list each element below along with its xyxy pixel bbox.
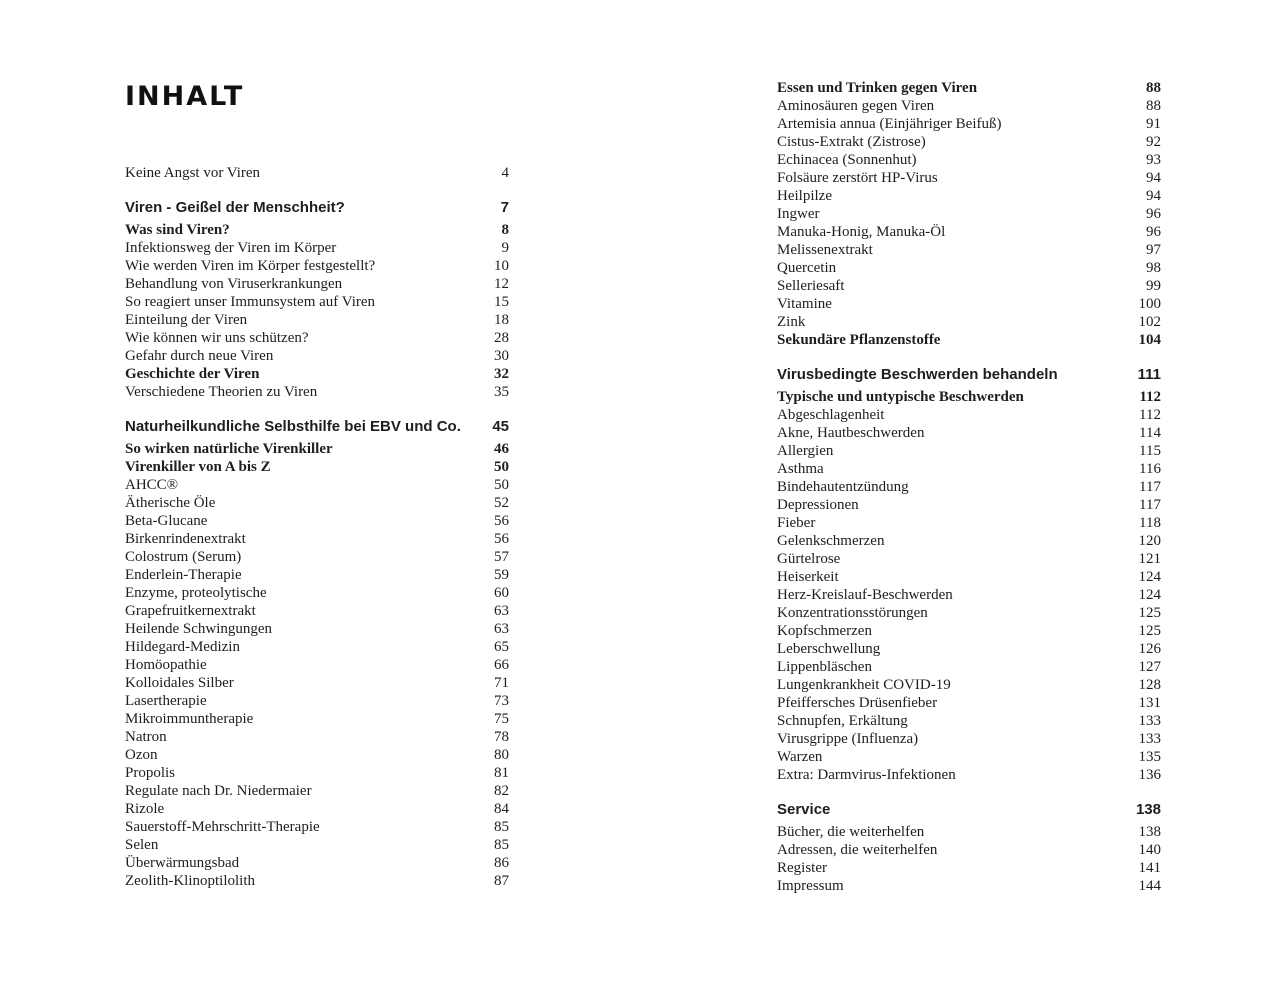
- toc-entry-title: Bindehautentzündung: [777, 479, 909, 495]
- toc-entry[interactable]: [777, 658, 1161, 676]
- toc-entry-title: Überwärmungsbad: [125, 855, 240, 871]
- toc-entry-title: Warzen: [777, 749, 823, 765]
- toc-entry[interactable]: [777, 586, 1161, 604]
- toc-entry-title: Natron: [125, 729, 167, 745]
- toc-entry[interactable]: [777, 622, 1161, 640]
- toc-subheading[interactable]: [125, 221, 509, 239]
- toc-entry-page: 133: [1138, 731, 1161, 747]
- toc-entry-page: 78: [494, 729, 509, 745]
- toc-entry-title: Heilende Schwingungen: [125, 621, 273, 637]
- toc-entry-title: Geschichte der Viren: [125, 366, 260, 382]
- toc-entry-page: 63: [494, 621, 509, 637]
- toc-subheading[interactable]: [777, 331, 1161, 349]
- toc-entry-title: Artemisia annua (Einjähriger Beifuß): [777, 116, 1002, 132]
- toc-entry[interactable]: [125, 383, 509, 401]
- toc-entry[interactable]: [125, 782, 509, 800]
- toc-entry-page: 65: [494, 639, 509, 655]
- toc-entry[interactable]: [777, 424, 1161, 442]
- toc-entry-page: 112: [1139, 407, 1161, 423]
- toc-entry-title: Virenkiller von A bis Z: [125, 459, 271, 475]
- toc-entry-page: 96: [1146, 206, 1161, 222]
- toc-entry-page: 131: [1138, 695, 1161, 711]
- toc-entry[interactable]: [777, 313, 1161, 331]
- toc-entry-page: 71: [494, 675, 509, 691]
- toc-entry[interactable]: [125, 584, 509, 602]
- toc-entry-page: 56: [494, 531, 509, 547]
- toc-entry[interactable]: [125, 674, 509, 692]
- toc-entry-page: 46: [494, 441, 509, 457]
- toc-entry-title: Keine Angst vor Viren: [125, 165, 261, 181]
- toc-entry-title: Impressum: [777, 878, 844, 894]
- toc-entry[interactable]: [125, 566, 509, 584]
- toc-entry-title: Vitamine: [777, 296, 832, 312]
- toc-entry[interactable]: [125, 512, 509, 530]
- toc-subheading[interactable]: [777, 388, 1161, 406]
- toc-entry-title: Colostrum (Serum): [125, 549, 242, 565]
- chapter-heading-page: 111: [1137, 366, 1161, 383]
- toc-entry-title: Wie können wir uns schützen?: [125, 330, 309, 346]
- toc-entry-title: Depressionen: [777, 497, 859, 513]
- toc-entry-page: 140: [1138, 842, 1161, 858]
- toc-entry[interactable]: [777, 859, 1161, 877]
- toc-entry-page: 114: [1139, 425, 1161, 441]
- toc-entry-page: 12: [494, 276, 509, 292]
- toc-entry-title: Regulate nach Dr. Niedermaier: [125, 783, 312, 799]
- toc-entry-page: 100: [1138, 296, 1161, 312]
- toc-entry-title: Selleriesaft: [777, 278, 845, 294]
- toc-entry-title: Behandlung von Viruserkrankungen: [125, 276, 343, 292]
- toc-entry-page: 94: [1146, 170, 1161, 186]
- toc-entry[interactable]: [125, 656, 509, 674]
- toc-entry-page: 128: [1138, 677, 1161, 693]
- toc-entry-page: 124: [1138, 569, 1161, 585]
- toc-entry-page: 104: [1138, 332, 1161, 348]
- toc-subheading[interactable]: [777, 79, 1161, 97]
- toc-entry[interactable]: [777, 97, 1161, 115]
- toc-entry-title: Rizole: [125, 801, 165, 817]
- toc-entry-page: 120: [1138, 533, 1161, 549]
- chapter-heading-title: Viren - Geißel der Menschheit?: [125, 199, 345, 216]
- toc-entry[interactable]: [777, 604, 1161, 622]
- toc-entry-title: Allergien: [777, 443, 834, 459]
- toc-entry-page: 144: [1138, 878, 1161, 894]
- chapter-heading-page: 7: [500, 199, 509, 216]
- toc-entry[interactable]: [777, 640, 1161, 658]
- toc-entry-title: Homöopathie: [125, 657, 207, 673]
- toc-entry-page: 97: [1146, 242, 1161, 258]
- toc-entry-page: 115: [1139, 443, 1161, 459]
- toc-entry-title: Kolloidales Silber: [125, 675, 234, 691]
- toc-entry-title: So reagiert unser Immunsystem auf Viren: [125, 294, 376, 310]
- toc-entry-page: 121: [1138, 551, 1161, 567]
- toc-entry-title: Sauerstoff-Mehrschritt-Therapie: [125, 819, 320, 835]
- chapter-heading[interactable]: [777, 799, 1161, 821]
- toc-entry-title: Akne, Hautbeschwerden: [777, 425, 925, 441]
- toc-entry-page: 124: [1138, 587, 1161, 603]
- toc-entry-page: 87: [494, 873, 509, 889]
- toc-entry[interactable]: [125, 164, 509, 182]
- toc-entry-title: Folsäure zerstört HP-Virus: [777, 170, 938, 186]
- toc-entry-page: 9: [501, 240, 509, 256]
- toc-entry[interactable]: [125, 548, 509, 566]
- toc-entry-title: Bücher, die weiterhelfen: [777, 824, 925, 840]
- toc-entry-page: 84: [494, 801, 509, 817]
- toc-entry-page: 4: [501, 165, 509, 181]
- toc-entry-page: 91: [1146, 116, 1161, 132]
- toc-entry-page: 92: [1146, 134, 1161, 150]
- toc-entry-page: 112: [1139, 389, 1161, 405]
- toc-entry-page: 96: [1146, 224, 1161, 240]
- toc-entry[interactable]: [777, 187, 1161, 205]
- toc-entry-page: 138: [1138, 824, 1161, 840]
- toc-entry-title: Aminosäuren gegen Viren: [777, 98, 935, 114]
- toc-entry-title: Pfeiffersches Drüsenfieber: [777, 695, 938, 711]
- toc-entry-title: Sekundäre Pflanzenstoffe: [777, 332, 941, 348]
- toc-entry-title: AHCC®: [125, 477, 179, 493]
- toc-subheading[interactable]: [125, 440, 509, 458]
- toc-column-left: [125, 164, 509, 890]
- toc-entry-title: Register: [777, 860, 827, 876]
- toc-entry-page: 82: [494, 783, 509, 799]
- toc-entry[interactable]: [777, 223, 1161, 241]
- section-list: [777, 79, 1161, 349]
- toc-entry[interactable]: [777, 478, 1161, 496]
- toc-entry-page: 81: [494, 765, 509, 781]
- toc-entry[interactable]: [777, 823, 1161, 841]
- chapter-heading[interactable]: [777, 364, 1161, 386]
- toc-entry[interactable]: [777, 550, 1161, 568]
- toc-entry[interactable]: [777, 133, 1161, 151]
- toc-entry-title: Ozon: [125, 747, 158, 763]
- toc-entry-title: Heilpilze: [777, 188, 832, 204]
- toc-entry[interactable]: [777, 766, 1161, 784]
- toc-entry-title: Lungenkrankheit COVID-19: [777, 677, 951, 693]
- toc-entry-page: 133: [1138, 713, 1161, 729]
- toc-entry-page: 10: [494, 258, 509, 274]
- toc-entry[interactable]: [125, 239, 509, 257]
- toc-entry-title: Enzyme, proteolytische: [125, 585, 267, 601]
- toc-entry-page: 60: [494, 585, 509, 601]
- toc-entry[interactable]: [125, 293, 509, 311]
- toc-entry[interactable]: [777, 877, 1161, 895]
- toc-entry-page: 8: [501, 222, 509, 238]
- toc-entry-page: 102: [1138, 314, 1161, 330]
- toc-entry-page: 88: [1146, 98, 1161, 114]
- toc-entry-title: Echinacea (Sonnenhut): [777, 152, 917, 168]
- toc-entry-title: Essen und Trinken gegen Viren: [777, 80, 978, 96]
- toc-entry-title: Herz-Kreislauf-Beschwerden: [777, 587, 953, 603]
- toc-entry[interactable]: [777, 460, 1161, 478]
- toc-entry-page: 85: [494, 837, 509, 853]
- toc-entry[interactable]: [777, 514, 1161, 532]
- toc-entry-title: Was sind Viren?: [125, 222, 230, 238]
- toc-entry-title: Zeolith-Klinoptilolith: [125, 873, 255, 889]
- toc-entry[interactable]: [125, 257, 509, 275]
- toc-entry-page: 75: [494, 711, 509, 727]
- toc-entry-page: 98: [1146, 260, 1161, 276]
- toc-entry[interactable]: [777, 730, 1161, 748]
- toc-entry-page: 117: [1139, 479, 1161, 495]
- toc-entry-title: Enderlein-Therapie: [125, 567, 242, 583]
- toc-entry[interactable]: [777, 568, 1161, 586]
- toc-entry-title: Gürtelrose: [777, 551, 841, 567]
- toc-entry[interactable]: [777, 277, 1161, 295]
- toc-entry[interactable]: [125, 818, 509, 836]
- toc-entry-page: 117: [1139, 497, 1161, 513]
- toc-entry[interactable]: [777, 442, 1161, 460]
- chapter-heading-page: 138: [1135, 801, 1161, 818]
- toc-entry[interactable]: [125, 836, 509, 854]
- toc-entry-title: Ätherische Öle: [125, 495, 216, 511]
- toc-entry[interactable]: [777, 496, 1161, 514]
- toc-entry-title: Birkenrindenextrakt: [125, 531, 246, 547]
- toc-entry-title: Typische und untypische Beschwerden: [777, 389, 1024, 405]
- toc-entry-page: 125: [1138, 623, 1161, 639]
- toc-entry-page: 86: [494, 855, 509, 871]
- toc-entry[interactable]: [125, 800, 509, 818]
- toc-entry-title: Heiserkeit: [777, 569, 839, 585]
- toc-entry[interactable]: [125, 638, 509, 656]
- toc-entry-page: 118: [1139, 515, 1161, 531]
- toc-entry-page: 18: [494, 312, 509, 328]
- toc-entry-title: Konzentrationsstörungen: [777, 605, 928, 621]
- toc-entry[interactable]: [125, 476, 509, 494]
- toc-entry-title: Fieber: [777, 515, 816, 531]
- toc-entry-page: 56: [494, 513, 509, 529]
- toc-entry[interactable]: [125, 692, 509, 710]
- toc-entry-page: 93: [1146, 152, 1161, 168]
- toc-entry[interactable]: [777, 676, 1161, 694]
- toc-entry-page: 52: [494, 495, 509, 511]
- toc-entry[interactable]: [125, 494, 509, 512]
- toc-entry[interactable]: [777, 532, 1161, 550]
- toc-entry-page: 28: [494, 330, 509, 346]
- toc-entry-page: 57: [494, 549, 509, 565]
- chapter-heading-title: Virusbedingte Beschwerden behandeln: [777, 366, 1058, 383]
- chapter-heading[interactable]: [125, 197, 509, 219]
- toc-entry-title: Gelenkschmerzen: [777, 533, 885, 549]
- toc-entry-page: 127: [1138, 659, 1161, 675]
- toc-entry[interactable]: [777, 712, 1161, 730]
- section-list: [777, 823, 1161, 895]
- toc-entry-title: Mikroimmuntherapie: [125, 711, 254, 727]
- toc-entry-page: 85: [494, 819, 509, 835]
- toc-entry[interactable]: [777, 115, 1161, 133]
- toc-entry-title: Infektionsweg der Viren im Körper: [125, 240, 337, 256]
- toc-entry[interactable]: [125, 620, 509, 638]
- toc-entry[interactable]: [125, 329, 509, 347]
- toc-entry[interactable]: [777, 748, 1161, 766]
- toc-entry[interactable]: [777, 406, 1161, 424]
- toc-entry-title: Schnupfen, Erkältung: [777, 713, 908, 729]
- toc-entry[interactable]: [125, 728, 509, 746]
- toc-entry-page: 80: [494, 747, 509, 763]
- toc-entry-page: 126: [1138, 641, 1161, 657]
- toc-entry[interactable]: [125, 710, 509, 728]
- toc-entry-title: Cistus-Extrakt (Zistrose): [777, 134, 926, 150]
- toc-entry-page: 32: [494, 366, 509, 382]
- toc-entry-title: Adressen, die weiterhelfen: [777, 842, 938, 858]
- toc-entry-title: Lasertherapie: [125, 693, 207, 709]
- toc-entry-title: Abgeschlagenheit: [777, 407, 885, 423]
- toc-entry[interactable]: [125, 764, 509, 782]
- toc-entry-page: 99: [1146, 278, 1161, 294]
- toc-entry-title: Wie werden Viren im Körper festgestellt?: [125, 258, 376, 274]
- section-list: [125, 221, 509, 401]
- toc-entry-page: 15: [494, 294, 509, 310]
- toc-entry[interactable]: [125, 872, 509, 890]
- toc-entry[interactable]: [777, 295, 1161, 313]
- toc-entry-title: Beta-Glucane: [125, 513, 208, 529]
- toc-entry-page: 141: [1138, 860, 1161, 876]
- toc-entry-title: Zink: [777, 314, 806, 330]
- toc-entry[interactable]: [125, 530, 509, 548]
- toc-subheading[interactable]: [125, 458, 509, 476]
- toc-entry-title: Gefahr durch neue Viren: [125, 348, 274, 364]
- toc-entry-page: 116: [1139, 461, 1161, 477]
- chapter-heading-title: Naturheilkundliche Selbsthilfe bei EBV und Co.: [125, 418, 461, 435]
- chapter-heading-page: 45: [492, 418, 509, 435]
- toc-entry[interactable]: [777, 205, 1161, 223]
- toc-entry-page: 30: [494, 348, 509, 364]
- chapter-heading-title: Service: [777, 801, 831, 818]
- toc-entry-page: 59: [494, 567, 509, 583]
- toc-entry-page: 136: [1138, 767, 1161, 783]
- toc-entry-page: 50: [494, 477, 509, 493]
- toc-entry-title: Selen: [125, 837, 159, 853]
- toc-entry-title: Kopfschmerzen: [777, 623, 872, 639]
- toc-entry-title: Leberschwellung: [777, 641, 881, 657]
- toc-entry-title: Lippenbläschen: [777, 659, 872, 675]
- toc-entry[interactable]: [777, 169, 1161, 187]
- toc-entry[interactable]: [125, 746, 509, 764]
- toc-entry-page: 135: [1138, 749, 1161, 765]
- toc-entry-page: 73: [494, 693, 509, 709]
- toc-entry-title: Hildegard-Medizin: [125, 639, 240, 655]
- toc-entry-title: Manuka-Honig, Manuka-Öl: [777, 224, 946, 240]
- toc-entry[interactable]: [777, 694, 1161, 712]
- toc-entry-page: 94: [1146, 188, 1161, 204]
- toc-entry[interactable]: [125, 347, 509, 365]
- toc-entry-title: Verschiedene Theorien zu Viren: [125, 384, 318, 400]
- toc-entry-title: Asthma: [777, 461, 824, 477]
- toc-entry-title: Extra: Darmvirus-Infektionen: [777, 767, 956, 783]
- toc-entry[interactable]: [777, 259, 1161, 277]
- toc-entry-page: 66: [494, 657, 509, 673]
- toc-entry-title: Propolis: [125, 765, 176, 781]
- toc-entry-title: Ingwer: [777, 206, 820, 222]
- toc-entry-page: 50: [494, 459, 509, 475]
- toc-entry[interactable]: [125, 311, 509, 329]
- toc-entry[interactable]: [777, 841, 1161, 859]
- toc-entry-title: So wirken natürliche Virenkiller: [125, 441, 333, 457]
- toc-entry[interactable]: [777, 151, 1161, 169]
- toc-entry-page: 63: [494, 603, 509, 619]
- chapter-heading[interactable]: [125, 416, 509, 438]
- toc-column-right: [777, 79, 1161, 895]
- toc-entry-title: Melissenextrakt: [777, 242, 873, 258]
- section-list: [125, 440, 509, 890]
- toc-entry-title: Virusgrippe (Influenza): [777, 731, 919, 747]
- toc-entry[interactable]: [125, 854, 509, 872]
- page-title: INHALT: [125, 81, 245, 112]
- toc-entry-title: Einteilung der Viren: [125, 312, 248, 328]
- toc-entry-title: Quercetin: [777, 260, 837, 276]
- toc-subheading[interactable]: [125, 365, 509, 383]
- toc-entry[interactable]: [777, 241, 1161, 259]
- toc-entry-page: 125: [1138, 605, 1161, 621]
- toc-entry[interactable]: [125, 275, 509, 293]
- toc-entry-title: Grapefruitkernextrakt: [125, 603, 256, 619]
- toc-entry-page: 88: [1146, 80, 1161, 96]
- section-list: [777, 388, 1161, 784]
- toc-entry[interactable]: [125, 602, 509, 620]
- toc-entry-page: 35: [494, 384, 509, 400]
